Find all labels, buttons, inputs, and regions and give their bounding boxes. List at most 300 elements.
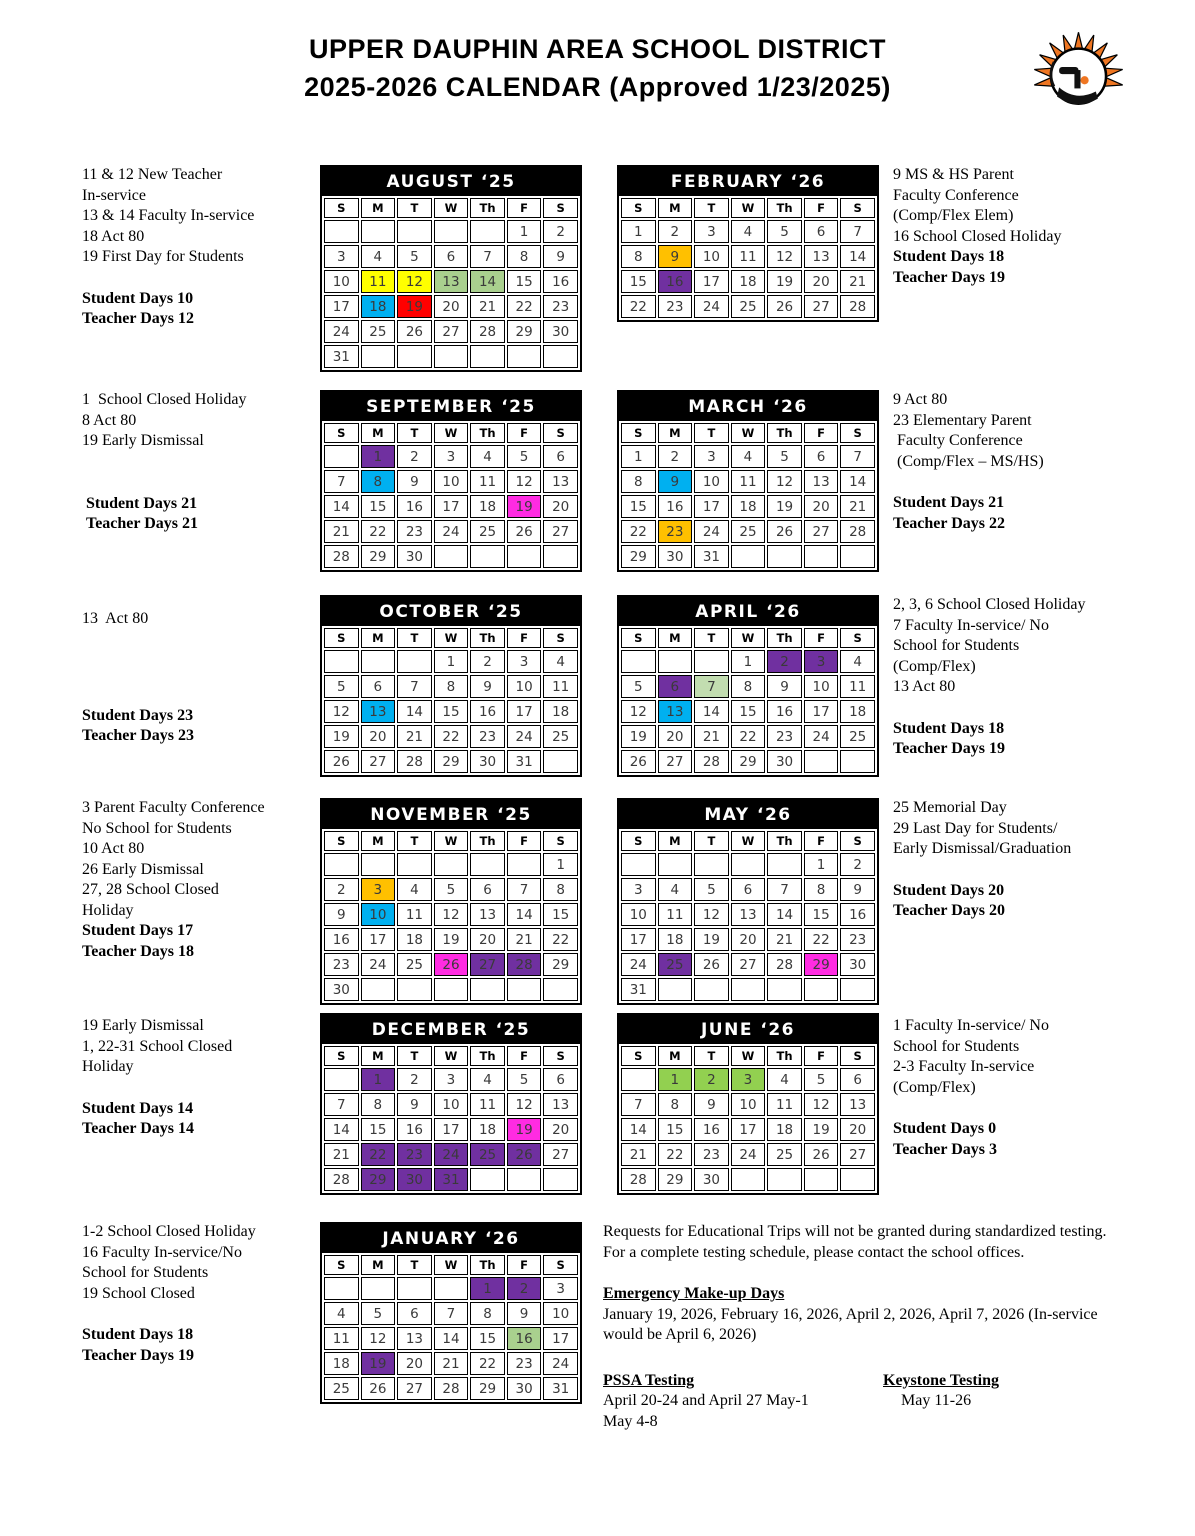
- day-cell: 10: [324, 270, 359, 293]
- month-title: MARCH ‘26: [619, 392, 877, 421]
- day-cell: 8: [543, 878, 578, 901]
- notes-august-lines: [82, 165, 320, 268]
- day-cell: 21: [434, 1352, 469, 1375]
- empty-cell: [804, 545, 839, 568]
- note-line: Teacher Days 12: [82, 310, 194, 327]
- empty-cell: [470, 1168, 505, 1191]
- day-cell: 16: [694, 1118, 729, 1141]
- day-cell: 25: [731, 295, 766, 318]
- day-cell: 9: [543, 245, 578, 268]
- day-cell: 7: [507, 878, 542, 901]
- day-cell: 31: [434, 1168, 469, 1191]
- weekday-header: Th: [767, 628, 802, 648]
- day-cell: 5: [507, 445, 542, 468]
- empty-cell: [731, 545, 766, 568]
- empty-cell: [840, 545, 875, 568]
- day-cell: 2: [507, 1277, 542, 1300]
- note-line: 3 Parent Faculty Conference: [82, 799, 265, 816]
- day-cell: 3: [731, 1068, 766, 1091]
- weekday-header: M: [361, 1046, 396, 1066]
- weekday-header: F: [507, 628, 542, 648]
- day-cell: 16: [767, 700, 802, 723]
- day-cell: 8: [434, 675, 469, 698]
- day-cell: 14: [694, 700, 729, 723]
- document-title: [0, 30, 1195, 106]
- empty-cell: [543, 750, 578, 773]
- day-cell: 1: [621, 445, 656, 468]
- note-line: 9 Act 80: [893, 391, 948, 408]
- weekday-header: F: [507, 198, 542, 218]
- note-line: 19 Early Dismissal: [82, 432, 204, 449]
- weekday-header: W: [731, 1046, 766, 1066]
- calendar-june-26: [617, 1013, 879, 1195]
- day-cell: 4: [324, 1302, 359, 1325]
- day-cell: 13: [804, 470, 839, 493]
- day-cell: 17: [694, 270, 729, 293]
- empty-cell: [767, 853, 802, 876]
- day-cell: 5: [507, 1068, 542, 1091]
- day-cell: 31: [507, 750, 542, 773]
- day-cell: 3: [694, 445, 729, 468]
- empty-cell: [543, 345, 578, 368]
- weekday-header: M: [658, 198, 693, 218]
- calendar-february-26: [617, 165, 879, 322]
- empty-cell: [804, 978, 839, 1001]
- day-cell: 7: [324, 1093, 359, 1116]
- day-cell: 1: [434, 650, 469, 673]
- keystone-testing-block: [883, 1371, 999, 1433]
- day-cell: 26: [767, 520, 802, 543]
- day-cell: 13: [434, 270, 469, 293]
- weekday-header: F: [804, 198, 839, 218]
- day-cell: 14: [840, 245, 875, 268]
- day-cell: 26: [767, 295, 802, 318]
- day-cell: 8: [507, 245, 542, 268]
- day-cell: 25: [361, 320, 396, 343]
- weekday-header: S: [543, 1046, 578, 1066]
- notes-april: [893, 595, 1195, 760]
- day-cell: 5: [361, 1302, 396, 1325]
- day-cell: 28: [621, 1168, 656, 1191]
- day-cell: 3: [621, 878, 656, 901]
- day-cell: 11: [397, 903, 432, 926]
- day-cell: 28: [470, 320, 505, 343]
- empty-cell: [658, 650, 693, 673]
- day-cell: 14: [621, 1118, 656, 1141]
- weekday-header: Th: [470, 198, 505, 218]
- empty-cell: [324, 220, 359, 243]
- empty-cell: [470, 978, 505, 1001]
- day-cell: 26: [621, 750, 656, 773]
- day-cell: 15: [470, 1327, 505, 1350]
- day-cell: 18: [470, 1118, 505, 1141]
- empty-cell: [507, 1168, 542, 1191]
- day-cell: 15: [434, 700, 469, 723]
- document-title-line1: UPPER DAUPHIN AREA SCHOOL DISTRICT: [308, 34, 887, 64]
- day-cell: 15: [361, 1118, 396, 1141]
- day-cell: 19: [767, 270, 802, 293]
- day-cell: 24: [361, 953, 396, 976]
- day-cell: 4: [397, 878, 432, 901]
- weekday-header: T: [694, 831, 729, 851]
- weekday-header: S: [324, 831, 359, 851]
- day-cell: 28: [434, 1377, 469, 1400]
- day-cell: 26: [434, 953, 469, 976]
- weekday-header: S: [324, 198, 359, 218]
- day-cell: 6: [361, 675, 396, 698]
- day-cell: 6: [397, 1302, 432, 1325]
- day-cell: 23: [470, 725, 505, 748]
- empty-cell: [543, 1168, 578, 1191]
- empty-cell: [767, 545, 802, 568]
- day-cell: 2: [658, 445, 693, 468]
- day-cell: 30: [397, 545, 432, 568]
- day-cell: 5: [397, 245, 432, 268]
- note-line: 1-2 School Closed Holiday: [82, 1223, 256, 1240]
- day-cell: 17: [804, 700, 839, 723]
- weekday-header: Th: [767, 831, 802, 851]
- day-cell: 20: [361, 725, 396, 748]
- day-cell: 1: [731, 650, 766, 673]
- day-cell: 27: [543, 1143, 578, 1166]
- emergency-makeup-text: January 19, 2026, February 16, 2026, April 2, 2026, April 7, 2026 (In-service would be April 6, 2026): [603, 1305, 1098, 1343]
- day-cell: 30: [507, 1377, 542, 1400]
- day-cell: 12: [507, 1093, 542, 1116]
- day-cell: 23: [324, 953, 359, 976]
- day-cell: 3: [543, 1277, 578, 1300]
- day-cell: 22: [621, 520, 656, 543]
- day-cell: 17: [694, 495, 729, 518]
- day-cell: 20: [543, 495, 578, 518]
- day-cell: 21: [397, 725, 432, 748]
- weekday-header: S: [543, 1255, 578, 1275]
- weekday-header: F: [507, 1255, 542, 1275]
- note-line: 13 Act 80: [893, 678, 956, 695]
- day-cell: 25: [767, 1143, 802, 1166]
- empty-cell: [767, 1168, 802, 1191]
- empty-cell: [470, 545, 505, 568]
- notes-february-lines: [893, 165, 1195, 247]
- day-cell: 28: [507, 953, 542, 976]
- day-cell: 20: [543, 1118, 578, 1141]
- day-cell: 3: [694, 220, 729, 243]
- calendar-september-25: [320, 390, 582, 572]
- day-cell: 18: [767, 1118, 802, 1141]
- keystone-testing-heading: Keystone Testing: [883, 1371, 1000, 1389]
- empty-cell: [543, 545, 578, 568]
- day-cell: 4: [767, 1068, 802, 1091]
- note-line: Student Days 20: [893, 881, 1005, 899]
- emergency-makeup-heading: Emergency Make-up Days: [603, 1285, 785, 1302]
- day-cell: 31: [543, 1377, 578, 1400]
- day-cell: 10: [434, 470, 469, 493]
- day-cell: 21: [324, 1143, 359, 1166]
- day-cell: 2: [694, 1068, 729, 1091]
- empty-cell: [324, 650, 359, 673]
- day-cell: 18: [658, 928, 693, 951]
- month-grid: [619, 421, 877, 570]
- empty-cell: [361, 853, 396, 876]
- weekday-header: S: [840, 423, 875, 443]
- day-cell: 28: [767, 953, 802, 976]
- day-cell: 20: [658, 725, 693, 748]
- weekday-header: S: [324, 1255, 359, 1275]
- keystone-testing-lines: [883, 1391, 999, 1412]
- day-cell: 29: [507, 320, 542, 343]
- empty-cell: [324, 1068, 359, 1091]
- note-line: 19 First Day for Students: [82, 248, 244, 265]
- day-cell: 21: [840, 495, 875, 518]
- notes-october: [82, 595, 320, 747]
- notes-april-summary: [893, 719, 1195, 760]
- day-cell: 22: [731, 725, 766, 748]
- day-cell: 16: [507, 1327, 542, 1350]
- empty-cell: [621, 1068, 656, 1091]
- notes-august-summary: [82, 289, 320, 330]
- day-cell: 3: [434, 1068, 469, 1091]
- day-cell: 17: [434, 1118, 469, 1141]
- empty-cell: [731, 1168, 766, 1191]
- calendar-march-26: [617, 390, 879, 572]
- weekday-header: Th: [767, 423, 802, 443]
- day-cell: 24: [543, 1352, 578, 1375]
- day-cell: 30: [324, 978, 359, 1001]
- day-cell: 5: [621, 675, 656, 698]
- day-cell: 27: [804, 520, 839, 543]
- day-cell: 20: [397, 1352, 432, 1375]
- day-cell: 27: [434, 320, 469, 343]
- note-line: Teacher Days 18: [82, 942, 194, 960]
- day-cell: 28: [694, 750, 729, 773]
- month-grid: [322, 196, 580, 370]
- day-cell: 8: [361, 470, 396, 493]
- notes-may-lines: [893, 798, 1195, 860]
- weekday-header: W: [434, 628, 469, 648]
- day-cell: 21: [324, 520, 359, 543]
- weekday-header: M: [658, 1046, 693, 1066]
- day-cell: 5: [694, 878, 729, 901]
- empty-cell: [397, 978, 432, 1001]
- note-line: 11 & 12 New Teacher: [82, 166, 223, 183]
- day-cell: 22: [470, 1352, 505, 1375]
- weekday-header: F: [804, 1046, 839, 1066]
- note-line: Student Days 10: [82, 289, 194, 307]
- calendar-october-25: [320, 595, 582, 777]
- day-cell: 12: [621, 700, 656, 723]
- day-cell: 22: [361, 1143, 396, 1166]
- weekday-header: T: [397, 198, 432, 218]
- day-cell: 27: [361, 750, 396, 773]
- day-cell: 27: [470, 953, 505, 976]
- day-cell: 31: [324, 345, 359, 368]
- weekday-header: W: [434, 1046, 469, 1066]
- day-cell: 24: [434, 1143, 469, 1166]
- day-cell: 1: [658, 1068, 693, 1091]
- day-cell: 15: [658, 1118, 693, 1141]
- day-cell: 17: [621, 928, 656, 951]
- empty-cell: [434, 978, 469, 1001]
- day-cell: 24: [621, 953, 656, 976]
- day-cell: 29: [361, 545, 396, 568]
- day-cell: 18: [397, 928, 432, 951]
- weekday-header: M: [658, 628, 693, 648]
- pssa-testing-block: [603, 1371, 883, 1433]
- day-cell: 15: [731, 700, 766, 723]
- day-cell: 29: [470, 1377, 505, 1400]
- day-cell: 15: [804, 903, 839, 926]
- day-cell: 28: [324, 545, 359, 568]
- note-line: 26 Early Dismissal: [82, 860, 204, 878]
- weekday-header: W: [731, 831, 766, 851]
- empty-cell: [434, 220, 469, 243]
- weekday-header: T: [397, 423, 432, 443]
- day-cell: 14: [507, 903, 542, 926]
- day-cell: 10: [694, 245, 729, 268]
- day-cell: 4: [470, 445, 505, 468]
- day-cell: 21: [694, 725, 729, 748]
- day-cell: 1: [804, 853, 839, 876]
- empty-cell: [361, 1277, 396, 1300]
- day-cell: 19: [767, 495, 802, 518]
- empty-cell: [324, 445, 359, 468]
- note-line: 7 Faculty In-service/ No: [893, 616, 1049, 634]
- day-cell: 1: [543, 853, 578, 876]
- weekday-header: W: [731, 198, 766, 218]
- notes-june: [893, 1013, 1195, 1160]
- day-cell: 21: [470, 295, 505, 318]
- note-line: Holiday: [82, 901, 134, 919]
- empty-cell: [434, 545, 469, 568]
- empty-cell: [361, 650, 396, 673]
- note-line: Teacher Days 19: [82, 1346, 194, 1364]
- day-cell: 27: [731, 953, 766, 976]
- day-cell: 9: [507, 1302, 542, 1325]
- day-cell: 4: [361, 245, 396, 268]
- notes-january: [82, 1222, 320, 1366]
- day-cell: 23: [507, 1352, 542, 1375]
- weekday-header: Th: [470, 423, 505, 443]
- day-cell: 28: [840, 295, 875, 318]
- day-cell: 3: [507, 650, 542, 673]
- day-cell: 23: [397, 520, 432, 543]
- day-cell: 18: [731, 495, 766, 518]
- day-cell: 5: [767, 220, 802, 243]
- day-cell: 25: [470, 520, 505, 543]
- day-cell: 24: [434, 520, 469, 543]
- day-cell: 9: [397, 1093, 432, 1116]
- note-line: School for Students: [82, 1264, 209, 1281]
- day-cell: 25: [470, 1143, 505, 1166]
- weekday-header: Th: [470, 1046, 505, 1066]
- weekday-header: T: [694, 198, 729, 218]
- empty-cell: [694, 978, 729, 1001]
- day-cell: 16: [397, 495, 432, 518]
- note-line: 29 Last Day for Students/: [893, 819, 1058, 837]
- day-cell: 18: [731, 270, 766, 293]
- day-cell: 13: [397, 1327, 432, 1350]
- note-line: Teacher Days 21: [86, 515, 198, 532]
- day-cell: 16: [658, 270, 693, 293]
- day-cell: 4: [840, 650, 875, 673]
- day-cell: 19: [361, 1352, 396, 1375]
- day-cell: 12: [767, 470, 802, 493]
- empty-cell: [397, 1277, 432, 1300]
- month-grid: [619, 196, 877, 320]
- empty-cell: [470, 345, 505, 368]
- day-cell: 29: [361, 1168, 396, 1191]
- month-title: AUGUST ‘25: [322, 167, 580, 196]
- day-cell: 18: [361, 295, 396, 318]
- day-cell: 6: [658, 675, 693, 698]
- note-line: 19 Early Dismissal: [82, 1017, 204, 1034]
- day-cell: 28: [840, 520, 875, 543]
- note-line: 1 School Closed Holiday: [82, 391, 247, 408]
- day-cell: 24: [804, 725, 839, 748]
- month-grid: [619, 626, 877, 775]
- day-cell: 14: [397, 700, 432, 723]
- day-cell: 13: [543, 1093, 578, 1116]
- day-cell: 25: [840, 725, 875, 748]
- notes-november-lines: [82, 798, 320, 921]
- day-cell: 10: [621, 903, 656, 926]
- note-line: Student Days 21: [893, 494, 1005, 511]
- weekday-header: M: [361, 1255, 396, 1275]
- empty-cell: [507, 545, 542, 568]
- note-line: Teacher Days 23: [82, 727, 194, 744]
- emergency-makeup-block: [603, 1284, 1118, 1346]
- notes-june-summary: [893, 1119, 1195, 1160]
- day-cell: 13: [840, 1093, 875, 1116]
- day-cell: 26: [324, 750, 359, 773]
- month-grid: [322, 829, 580, 1003]
- note-line: 18 Act 80: [82, 227, 145, 245]
- note-line: Teacher Days 19: [893, 268, 1005, 286]
- day-cell: 9: [658, 245, 693, 268]
- day-cell: 22: [658, 1143, 693, 1166]
- day-cell: 21: [507, 928, 542, 951]
- day-cell: 27: [840, 1143, 875, 1166]
- day-cell: 21: [767, 928, 802, 951]
- note-line: 10 Act 80: [82, 840, 145, 857]
- day-cell: 31: [621, 978, 656, 1001]
- empty-cell: [621, 650, 656, 673]
- day-cell: 17: [361, 928, 396, 951]
- day-cell: 20: [434, 295, 469, 318]
- weekday-header: F: [804, 831, 839, 851]
- day-cell: 13: [804, 245, 839, 268]
- day-cell: 5: [804, 1068, 839, 1091]
- empty-cell: [840, 750, 875, 773]
- day-cell: 12: [804, 1093, 839, 1116]
- day-cell: 24: [694, 520, 729, 543]
- calendar-december-25: [320, 1013, 582, 1195]
- day-cell: 7: [840, 220, 875, 243]
- notes-march: [893, 390, 1195, 534]
- month-title: JUNE ‘26: [619, 1015, 877, 1044]
- weekday-header: F: [507, 423, 542, 443]
- day-cell: 6: [804, 445, 839, 468]
- month-title: APRIL ‘26: [619, 597, 877, 626]
- weekday-header: M: [658, 831, 693, 851]
- day-cell: 18: [324, 1352, 359, 1375]
- day-cell: 15: [543, 903, 578, 926]
- footer-notes: [603, 1222, 1118, 1432]
- day-cell: 1: [507, 220, 542, 243]
- day-cell: 13: [470, 903, 505, 926]
- day-cell: 14: [324, 1118, 359, 1141]
- day-cell: 20: [470, 928, 505, 951]
- day-cell: 16: [840, 903, 875, 926]
